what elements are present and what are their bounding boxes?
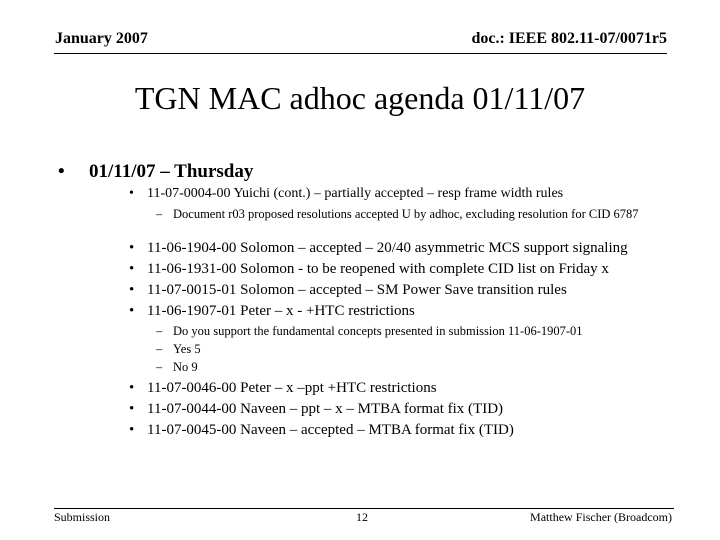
page-number: 12 <box>356 510 368 524</box>
agenda-subitem-text: Do you support the fundamental concepts presented in submission 11-06-1907-01 <box>173 324 583 338</box>
bullet-dot: • <box>129 186 134 201</box>
footer-author: Matthew Fischer (Broadcom) <box>530 510 672 524</box>
agenda-item-text: 11-06-1907-01 Peter – x - +HTC restrictions <box>147 303 415 319</box>
agenda-item-text: 11-06-1904-00 Solomon – accepted – 20/40 asymmetric MCS support signaling <box>147 240 628 256</box>
agenda-item-text: 11-07-0046-00 Peter – x –ppt +HTC restrictions <box>147 380 437 396</box>
agenda-item-text: 11-06-1931-00 Solomon - to be reopened with complete CID list on Friday x <box>147 261 609 277</box>
bullet-dash: – <box>156 324 163 338</box>
bullet-dot: • <box>129 282 135 298</box>
agenda-subitem-text: Yes 5 <box>173 342 201 356</box>
bullet-dash: – <box>156 360 163 374</box>
bullet-dot: • <box>58 161 65 182</box>
bullet-dot: • <box>129 303 135 319</box>
bullet-dash: – <box>156 207 163 221</box>
bullet-dot: • <box>129 380 135 396</box>
footer-divider <box>54 508 674 509</box>
header-date: January 2007 <box>55 30 148 47</box>
header-doc-id: doc.: IEEE 802.11-07/0071r5 <box>471 30 667 47</box>
agenda-subitem-text: Document r03 proposed resolutions accepted U by adhoc, excluding resolution for CID 6787 <box>173 207 639 221</box>
bullet-dot: • <box>129 261 135 277</box>
agenda-day-label: 01/11/07 – Thursday <box>89 161 254 182</box>
header-divider <box>54 53 667 54</box>
agenda-item-text: 11-07-0004-00 Yuichi (cont.) – partially accepted – resp frame width rules <box>147 186 564 201</box>
agenda-item-text: 11-07-0044-00 Naveen – ppt – x – MTBA format fix (TID) <box>147 401 504 417</box>
agenda-item-text: 11-07-0015-01 Solomon – accepted – SM Power Save transition rules <box>147 282 567 298</box>
footer-submission: Submission <box>54 510 111 524</box>
agenda-item-text: 11-07-0045-00 Naveen – accepted – MTBA format fix (TID) <box>147 422 514 438</box>
agenda-subitem-text: No 9 <box>173 360 198 374</box>
bullet-dot: • <box>129 401 135 417</box>
bullet-dot: • <box>129 240 135 256</box>
bullet-dash: – <box>156 342 163 356</box>
bullet-dot: • <box>129 422 135 438</box>
slide-title: TGN MAC adhoc agenda 01/11/07 <box>134 80 586 116</box>
